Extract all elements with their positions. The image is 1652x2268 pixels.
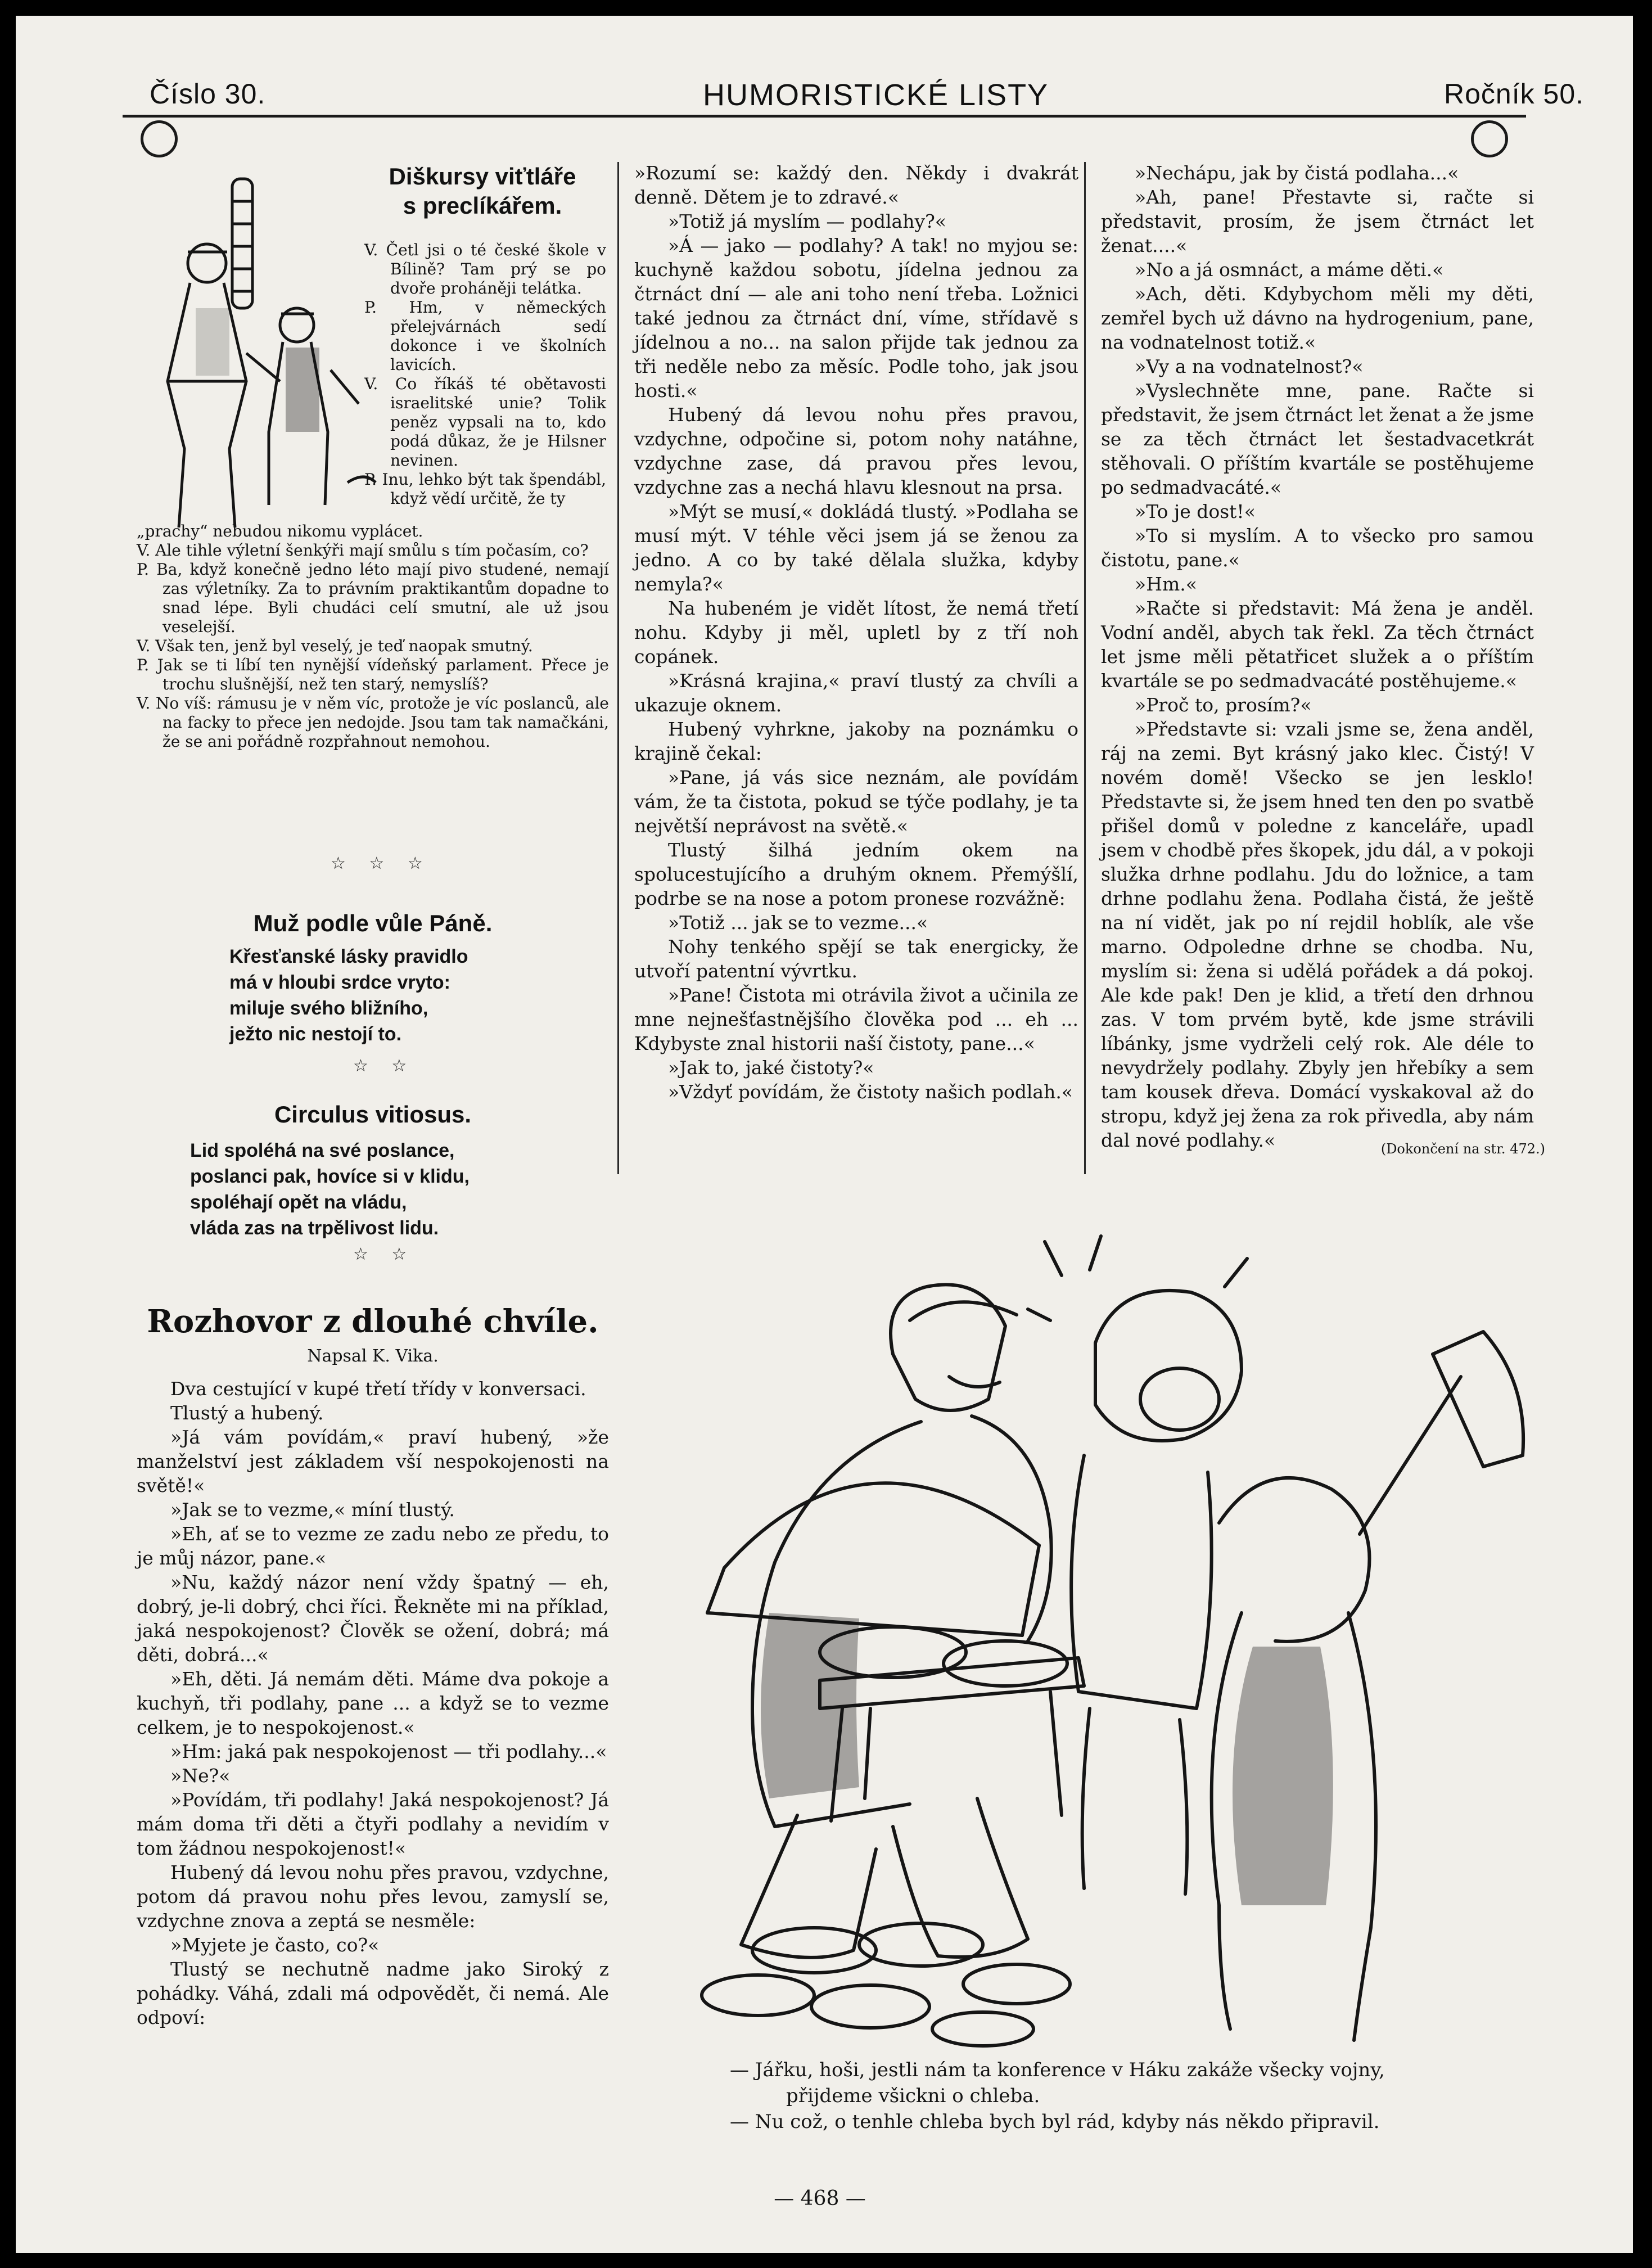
magazine-page: [16, 16, 1633, 2253]
left-ornament-icon: [141, 120, 178, 157]
poem-muz: Křesťanské lásky pravidlo má v hloubi srdce vryto: miluje svého bližního, ježto nic nestojí to.: [229, 946, 468, 1045]
dialogue-part1: V. Četl jsi o té české škole v Bílině? Tam prý se po dvoře proháněji telátka. P. Hm, v německých přelejvárnách sedí dokonce i ve školních lavicích. V. Co říkáš té obětavosti israelitské unie? Tolik peněz vypsali na to, kdo podá důkaz, že je Hilsner nevinen. P. Inu, lehko být tak špendábl, když vědí určitě, že ty: [364, 241, 606, 508]
column-divider: [1084, 162, 1086, 1174]
poem-title-muz: Muž podle vůle Páně.: [253, 910, 493, 936]
article-title-diskursy: Diškursy viťtláře s preclíkářem.: [389, 163, 576, 219]
column2-text: »Rozumí se: každý den. Někdy i dvakrát denně. Dětem je to zdravé.« »Totiž já myslím — podlahy?« »Á — jako — podlahy? A tak! no myjou se: kuchyně každou sobotu, jídelna jednou za čtrnáct dní — ale ani toho není třeba. Ložnici také jednou za čtrnáct dní, víme, střídavě s jídelnou a no... na salon přijde tak jednou za tři neděle nebo za měsíc. Podle toho, jak jsou hosti.« Hubený dá levou nohu přes pravou, vzdychne, odpočine si, potom nohy natáhne, vzdychne zase, dá pravou přes levou, vzdychne zas a nechá hlavu klesnout na prsa. »Mýt se musí,« dokládá tlustý. »Podlaha se musí mýt. V téhle věci jsem já se ženou za jedno. A co by také dělala služka, kdyby nemyla?« Na hubeném je vidět lítost, že nemá třetí nohu. Kdyby ji měl, upletl by z tří noh copánek. »Krásná krajina,« praví tlustý za chvíli a ukazuje oknem. Hubený vyhrkne, jakoby na poznámku o krajině čekal: »Pane, já vás sice neznám, ale povídám vám, že ta čistota, pokud se týče podlahy, je ta největší neprávost na světě.« Tlustý šilhá jedním okem na spolucestujícího a druhým oknem. Přemýšlí, podrbe se na nose a potom pronese rozvážně: »Totiž ... jak se to vezme...« Nohy tenkého spějí se tak energicky, že utvoří patentní vývrtku. »Pane! Čistota mi otrávila život a učinila ze mne nejnešťastnějšího člověka pod ... eh ... Kdybyste znal historii naší čistoty, pane...« »Jak to, jaké čistoty?« »Vždyť povídám, že čistoty našich podlah.«: [634, 162, 1078, 1103]
illustration-two-men: [134, 168, 398, 550]
separator-stars: ☆ ☆: [353, 1245, 416, 1264]
article-title-rozhovor: Rozhovor z dlouhé chvíle.: [147, 1303, 599, 1340]
volume-number: Ročník 50.: [1444, 78, 1585, 110]
article-text: Dva cestující v kupé třetí třídy v konversaci. Tlustý a hubený. »Já vám povídám,« praví hubený, »že manželství jest základem vší nespokojenosti na světě!« »Jak se to vezme,« míní tlustý. »Eh, ať se to vezme ze zadu nebo ze předu, to je můj názor, pane.« »Nu, každý názor není vždy špatný — eh, dobrý, je-li dobrý, chci říci. Řekněte mi na příklad, jaká nespokojenost? Člověk se ožení, dobrá; má děti, dobrá...« »Eh, děti. Já nemám děti. Máme dva pokoje a kuchyň, tři podlahy, pane ... a když se to vezme celkem, je to nespokojenost.« »Hm: jaká pak nespokojenost — tři podlahy...« »Ne?« »Povídám, tři podlahy! Jaká nespokojenost? Já mám doma tři děti a čtyři podlahy a nevidím v tom žádnou nespokojenost!« Hubený dá levou nohu přes pravou, vzdychne, potom dá pravou nohu přes levou, zamyslí se, vzdychne znova a zeptá se nesměle: »Myjete je často, co?« Tlustý se nechutně nadme jako Siroký z pohádky. Váhá, zdali má odpovědět, či nemá. Ale odpoví:: [137, 1378, 609, 2028]
dialogue-part2: „prachy“ nebudou nikomu vyplácet. V. Ale tihle výletní šenkýři mají smůlu s tím počasím, co? P. Ba, když konečně jedno léto mají pivo studené, nemají zas výletníky. Za to právním praktikantům dopadne to snad lépe. Byli chudáci celí smutní, ale už jsou veselejší. V. Však ten, jenž byl veselý, je teď naopak smutný. P. Jak se ti líbí ten nynější vídeňský parlament. Přece je trochu slušnější, než ten starý, nemyslíš? V. No víš: rámusu je v něm víc, protože je víc poslanců, ale na facky to přece jen nedojde. Jsou tam tak namačkáni, že se ani pořádně rozpřahnout nemohou.: [137, 522, 609, 751]
cartoon-caption: — Jářku, hoši, jestli nám ta konference v Háku zakáže všecky vojny, přijdeme všickni o chleba. — Nu což, o tenhle chleba bych byl rád, kdyby nás někdo připravil.: [730, 2059, 1385, 2133]
continuation-note: (Dokončení na str. 472.): [1380, 1141, 1545, 1157]
cartoon-illustration: [657, 1219, 1534, 2057]
right-ornament-icon: [1471, 120, 1508, 157]
column-divider: [617, 162, 619, 1174]
separator-stars: ☆ ☆: [353, 1056, 416, 1076]
page-number: — 468 —: [774, 2187, 866, 2210]
separator-stars: ☆ ☆ ☆: [331, 854, 432, 873]
poem-title-circulus: Circulus vitiosus.: [274, 1101, 472, 1128]
column3-text: »Nechápu, jak by čistá podlaha...« »Ah, pane! Přestavte si, račte si představit, prosím, že jsem čtrnáct let ženat....« »No a já osmnáct, a máme děti.« »Ach, děti. Kdybychom měli my děti, zemřel bych už dávno na hydrogenium, pane, na vodnatelnost totiž.« »Vy a na vodnatelnost?« »Vyslechněte mne, pane. Račte si představit, že jsem čtrnáct let ženat a že jsme se za těch čtrnáct let šestadvacetkrát stěhovali. O příštím kvartále se postěhujeme po sedmadvacáté.« »To je dost!« »To si myslím. A to všecko pro samou čistotu, pane.« »Hm.« »Račte si představit: Má žena je anděl. Vodní anděl, abych tak řekl. Za těch čtrnáct let jsme měli pětatřicet služek a o příštím kvartále se po sedmadvacáté postěhujeme.« »Proč to, prosím?« »Představte si: vzali jsme se, žena anděl, ráj na zemi. Byt krásný jako klec. Čistý! V novém domě! Všecko se jen lesklo! Představte si, že jsem hned ten den po svatbě přišel domů v poledne z kanceláře, upadl jsem v chodbě přes škopek, jdu dál, a v pokoji služka drhne podlahu. Jdu do ložnice, a tam drhne podlahu žena. Podlaha čistá, že ještě na ní vidět, jak po ní rejdil hoblík, ale vše marno. Odpoledne drhne se chodba. Nu, myslím si: žena si udělá pořádek a dá pokoj. Ale kde pak! Den je klid, a třetí den drhnou zas. V tom prvém bytě, kde jsme strávili líbánky, jsme vydrželi celý rok. Ale déle to nevydržely podlahy. Zbyly jen hřebíky a sem tam kousek dřeva. Domácí vyskakoval až do stropu, když jej žena za rok přivedla, aby nám dal nové podlahy.«: [1101, 162, 1534, 1151]
poem-circulus: Lid spoléhá na své poslance, poslanci pak, hovíce si v klidu, spoléhají opět na vládu, vláda zas na trpělivost lidu.: [190, 1140, 470, 1239]
issue-number: Číslo 30.: [150, 78, 266, 110]
magazine-title: HUMORISTICKÉ LISTY: [703, 78, 1049, 112]
article-byline: Napsal K. Vika.: [307, 1346, 439, 1366]
header-rule: [123, 115, 1526, 118]
